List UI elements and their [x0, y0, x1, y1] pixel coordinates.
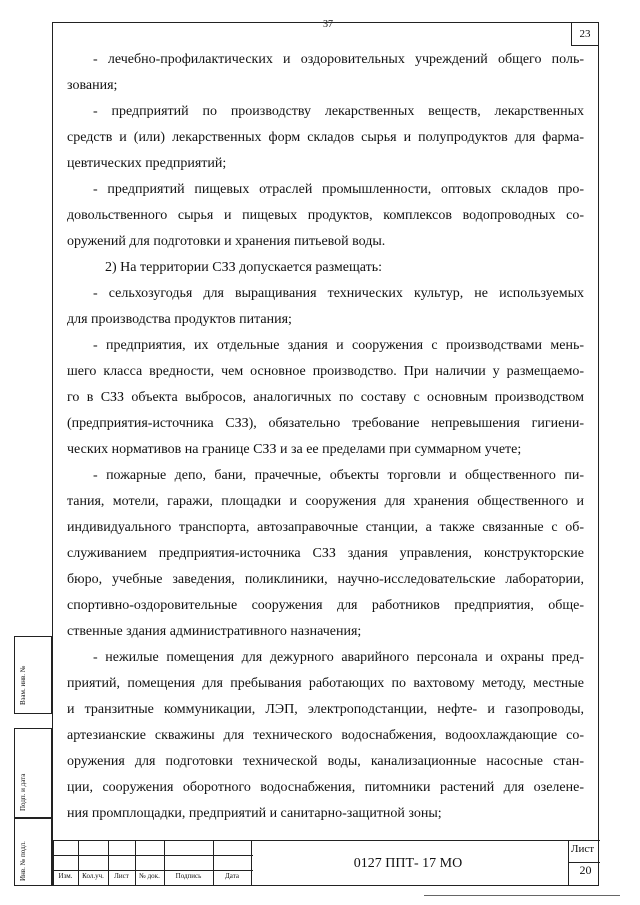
body-line: оружений для подготовки и хранения питьевой воды. — [67, 234, 386, 249]
body-line: ственные здания административного назначения; — [67, 624, 362, 639]
side-box-original — [14, 818, 52, 886]
body-line: - сельхозугодья для выращивания технических культур, не используемых — [93, 286, 584, 301]
body-line: - предприятия, их отдельные здания и сооружения с производствами мень- — [93, 338, 584, 353]
body-line: приятий, помещения для пребывания работающих по вахтовому методу, местные — [67, 676, 584, 691]
body-line: го в СЗЗ объекта выбросов, аналогичных по составу с основным производством — [67, 390, 584, 405]
body-line: 2) На территории СЗЗ допускается размещать: — [105, 260, 383, 275]
body-line: - лечебно-профилактических и оздоровительных учреждений общего поль- — [93, 52, 584, 67]
bottom-rule — [424, 895, 620, 896]
page-frame — [52, 22, 599, 886]
body-line: артезианские скважины для технического водоснабжения, водоохлаждающие со- — [67, 728, 584, 743]
body-line: шего класса вредности, чем основное производство. При наличии у размещаемо- — [67, 364, 584, 379]
stamp-header-list: Лист — [114, 872, 129, 880]
body-line: спортивно-оздоровительные сооружения для работников предприятия, обще- — [67, 598, 584, 613]
body-line: - пожарные депо, бани, прачечные, объекты торговли и общественного пи- — [93, 468, 584, 483]
body-line: бюро, учебные заведения, поликлиники, научно-исследовательские лаборатории, — [67, 572, 584, 587]
stamp-header-izm: Изм. — [58, 872, 73, 880]
body-line: и транзитные коммуникации, ЛЭП, электроподстанции, нефте- и газопроводы, — [67, 702, 584, 717]
body-line: тания, мотели, гаражи, площадки и сооружения для хранения общественного и — [67, 494, 584, 509]
side-box-replace — [14, 636, 52, 714]
body-line: для производства продуктов питания; — [67, 312, 292, 327]
side-label-original: Инв. № подл. — [19, 841, 27, 881]
title-block — [53, 840, 600, 885]
document-code: 0127 ППТ- 17 МО — [353, 856, 463, 871]
stamp-header-date: Дата — [225, 872, 239, 880]
body-line: ции, сооружения оборотного водоснабжения, питомники растений для озелене- — [67, 780, 584, 795]
body-line: зования; — [67, 78, 118, 93]
side-box-signature — [14, 728, 52, 818]
body-line: средств и (или) лекарственных форм складов сырья и полупродуктов для фарма- — [67, 130, 584, 145]
side-label-signature: Подп. и дата — [19, 773, 27, 811]
sheet-number: 20 — [579, 863, 592, 877]
body-line: довольственного сырья и пищевых продуктов, комплексов водопроводных со- — [67, 208, 584, 223]
body-line: (предприятия-источника СЗЗ), обязательно требование непревышения гигиени- — [67, 416, 584, 431]
body-line: ческих нормативов на границе СЗЗ и за ее пределами при суммарном учете; — [67, 442, 522, 457]
body-line: индивидуального транспорта, автозаправочные станции, а также связанные с об- — [67, 520, 584, 535]
body-line: - нежилые помещения для дежурного аварийного персонала и охраны пред- — [93, 650, 584, 665]
page-box-number: 23 — [571, 23, 598, 46]
body-line: - предприятий пищевых отраслей промышленности, оптовых складов про- — [93, 182, 584, 197]
page-top-number: 37 — [323, 19, 333, 30]
body-line: служиванием предприятия-источника СЗЗ здания управления, конструкторские — [67, 546, 584, 561]
sheet-label: Лист — [571, 843, 595, 855]
body-line: оружения для подготовки технической воды, канализационные насосные стан- — [67, 754, 584, 769]
side-label-replace: Взам. инв. № — [19, 665, 27, 705]
side-strip — [14, 636, 52, 886]
stamp-header-sign: Подпись — [175, 872, 202, 880]
stamp-header-kolvo: Кол.уч. — [82, 872, 104, 880]
body-line: ния промплощадки, предприятий и санитарно-защитной зоны; — [67, 806, 442, 821]
body-line: - предприятий по производству лекарственных веществ, лекарственных — [93, 104, 584, 119]
stamp-header-doc: № док. — [139, 872, 160, 880]
body-line: цевтических предприятий; — [67, 156, 227, 171]
